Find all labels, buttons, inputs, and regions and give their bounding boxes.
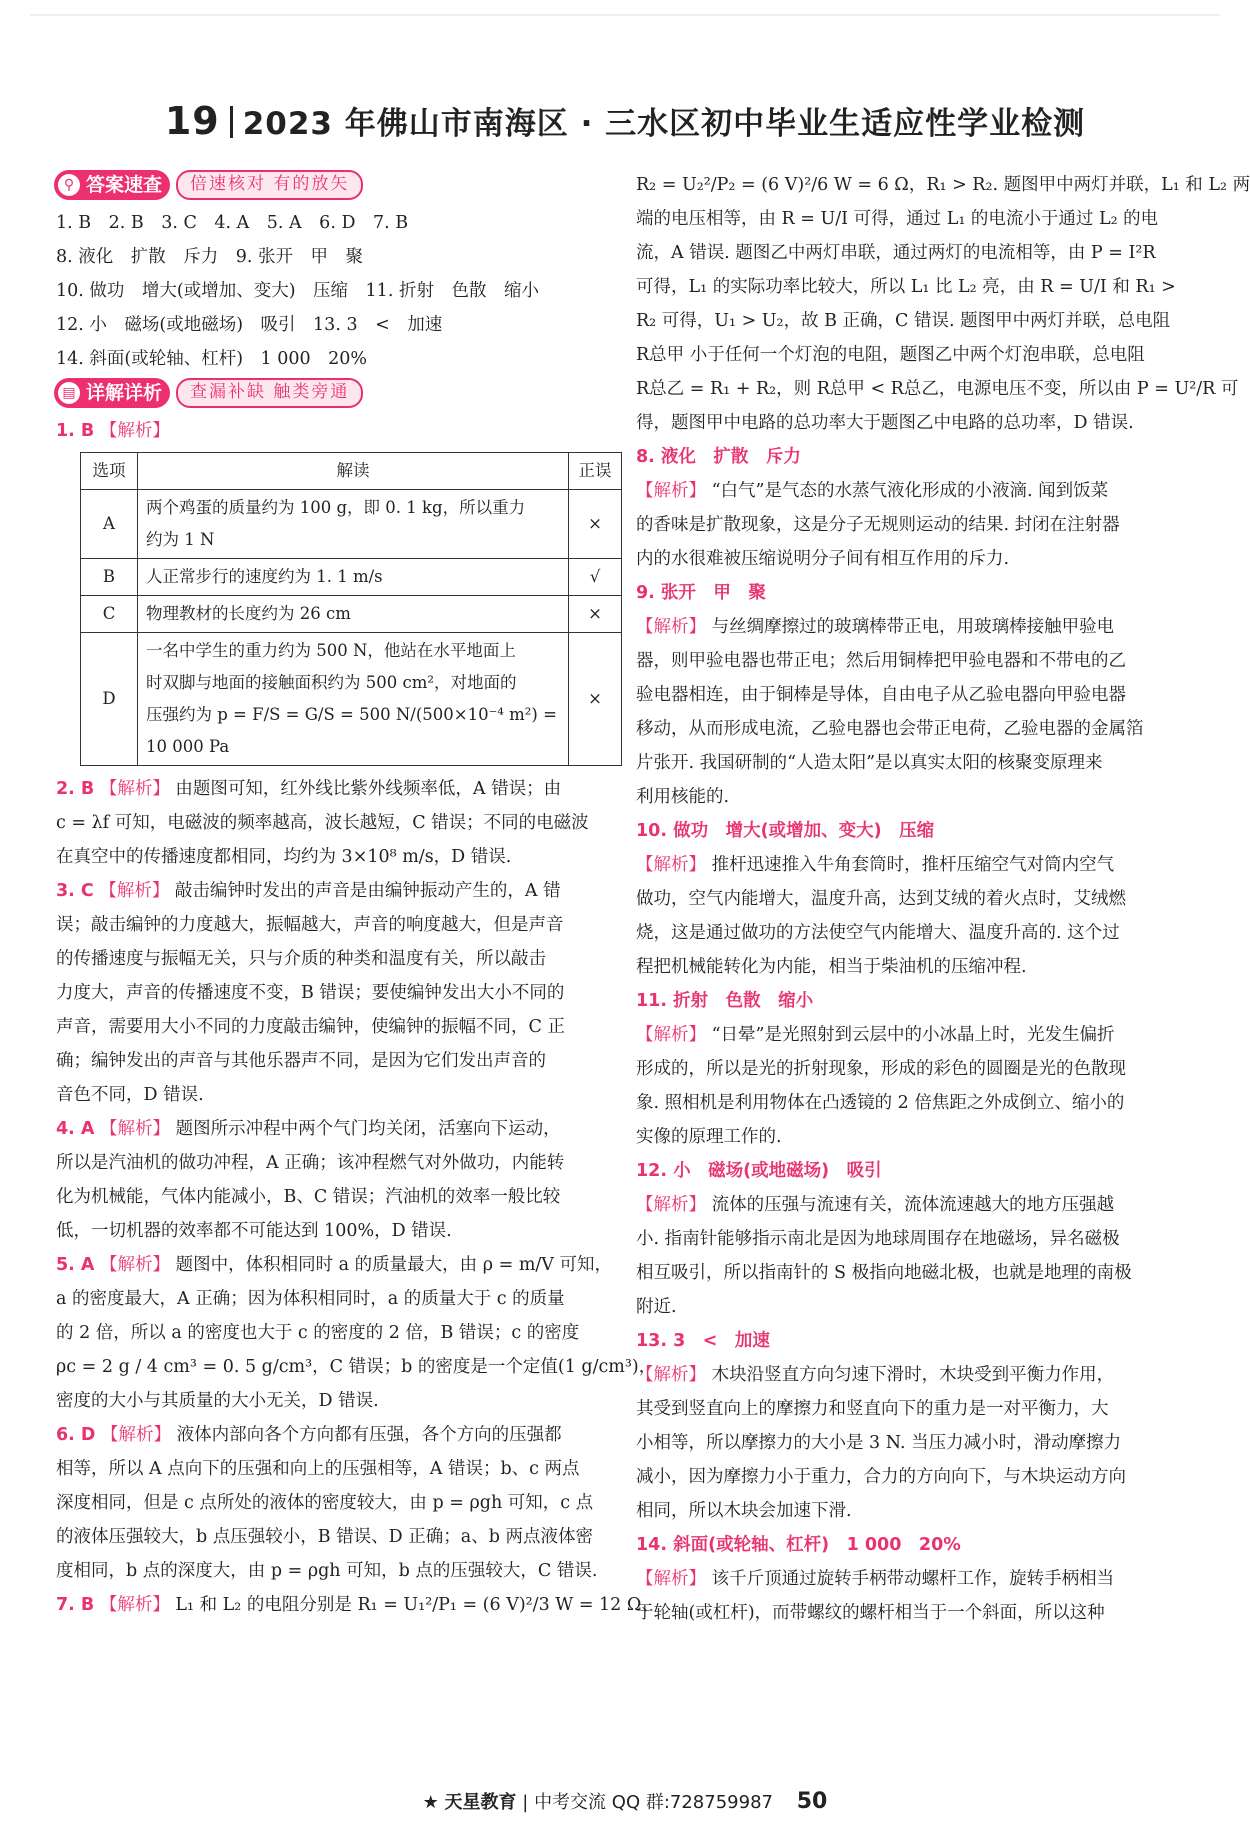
- analysis-block: [636, 1154, 1202, 1324]
- analysis-text: 所以是汽油机的做功冲程，A 正确；该冲程燃气对外做功，内能转: [56, 1153, 565, 1173]
- analysis-text: 实像的原理工作的.: [636, 1127, 782, 1147]
- analysis-text: 可得，L₁ 的实际功率比较大，所以 L₁ 比 L₂ 亮，由 R = U/I 和 R₁ >: [636, 277, 1176, 297]
- analysis-tag: 【解析】: [99, 1595, 170, 1615]
- analysis-block: [636, 168, 1250, 440]
- analysis-line: [56, 1010, 622, 1044]
- analysis-line: [636, 1460, 1202, 1494]
- analysis-text: 片张开. 我国研制的“人造太阳”是以真实太阳的核聚变原理来: [636, 753, 1103, 773]
- analysis-line: [636, 236, 1202, 270]
- explanation-line: 约为 1 N: [146, 530, 215, 549]
- analysis-text: 题图中，体积相同时 a 的质量最大，由 ρ = m/V 可知，: [175, 1255, 613, 1275]
- analysis-line: [636, 1494, 1202, 1528]
- analysis-line: [636, 882, 1202, 916]
- analysis-text: 相等，所以 A 点向下的压强和向上的压强相等，A 错误；b、c 两点: [56, 1459, 580, 1479]
- question-header: [636, 814, 1202, 848]
- analysis-text: 液体内部向各个方向都有压强，各个方向的压强都: [176, 1425, 562, 1445]
- question-1-table: [80, 452, 622, 766]
- question-number: 2. B: [56, 779, 95, 799]
- analysis-line: [56, 976, 622, 1010]
- notebook-icon: ▤: [58, 382, 80, 404]
- analysis-tag: 【解析】: [636, 855, 706, 875]
- analysis-block: [636, 576, 1202, 814]
- table-row: [81, 633, 622, 766]
- analysis-line: [636, 508, 1202, 542]
- analysis-text: 小. 指南针能够指示南北是因为地球周围存在地磁场，异名磁极: [636, 1229, 1120, 1249]
- footer-brand: 天星教育: [444, 1792, 517, 1813]
- analysis-text: 器，则甲验电器也带正电；然后用铜棒把甲验电器和不带电的乙: [636, 651, 1126, 671]
- answer-quick-check-banner: [54, 168, 622, 202]
- analysis-line: [636, 542, 1202, 576]
- analysis-line: [636, 1086, 1202, 1120]
- question-number: 3. C: [56, 881, 94, 901]
- analysis-text: 端的电压相等，由 R = U/I 可得，通过 L₁ 的电流小于通过 L₂ 的电: [636, 209, 1159, 229]
- analysis-line: [56, 1248, 622, 1282]
- detailed-analysis-banner: [54, 376, 622, 410]
- analysis-line: [636, 780, 1202, 814]
- analysis-line: [636, 712, 1202, 746]
- analysis-tag: 【解析】: [99, 421, 170, 441]
- footer-qq-group: 中考交流 QQ 群:728759987: [534, 1792, 773, 1813]
- explanation-cell: [138, 633, 569, 766]
- question-header: [636, 1324, 1202, 1358]
- question-header: [636, 1154, 1202, 1188]
- analysis-line: [636, 1120, 1202, 1154]
- analysis-text: 确；编钟发出的声音与其他乐器声不同，是因为它们发出声音的: [56, 1051, 546, 1071]
- analysis-text: 的传播速度与振幅无关，只与介质的种类和温度有关，所以敲击: [56, 949, 546, 969]
- analysis-line: [636, 474, 1202, 508]
- analysis-line: [56, 1418, 622, 1452]
- analysis-block: [636, 440, 1202, 576]
- analysis-line: [56, 1044, 622, 1078]
- analysis-line: [636, 1052, 1202, 1086]
- analysis-line: [636, 610, 1202, 644]
- analysis-text: 音色不同，D 错误.: [56, 1085, 204, 1105]
- explanation-cell: [138, 490, 569, 559]
- banner-subtitle: 倍速核对 有的放矢: [176, 170, 363, 200]
- analysis-text: 程把机械能转化为内能，相当于柴油机的压缩冲程.: [636, 957, 1027, 977]
- explanation-cell: 物理教材的长度约为 26 cm: [138, 596, 569, 633]
- analysis-line: [636, 678, 1202, 712]
- test-number: 19: [164, 99, 220, 143]
- table-row: [81, 490, 622, 559]
- option-cell: D: [81, 633, 138, 766]
- analysis-line: [636, 1290, 1202, 1324]
- question-number: 11. 折射 色散 缩小: [636, 991, 814, 1011]
- analysis-text: L₁ 和 L₂ 的电阻分别是 R₁ = U₁²/P₁ = (6 V)²/3 W = 12 Ω、: [175, 1595, 659, 1615]
- analysis-block: [56, 772, 622, 874]
- analysis-block: [636, 814, 1202, 984]
- right-column: [636, 168, 1250, 1630]
- question-number: 6. D: [56, 1425, 96, 1445]
- top-rule: [30, 14, 1220, 16]
- footer-separator: |: [522, 1792, 535, 1813]
- analysis-line: [636, 644, 1202, 678]
- analysis-line: [56, 1384, 622, 1418]
- table-row: [81, 559, 622, 596]
- analysis-line: [636, 338, 1202, 372]
- question-number: 1. B: [56, 421, 95, 441]
- analysis-text: 烧，这是通过做功的方法使空气内能增大、温度升高的. 这个过: [636, 923, 1120, 943]
- analysis-line: [56, 1588, 659, 1622]
- explanation-line: 两个鸡蛋的质量约为 100 g，即 0. 1 kg，所以重力: [146, 498, 526, 517]
- analysis-line: [56, 1452, 622, 1486]
- analysis-text: R总乙 = R₁ + R₂，则 R总甲 < R总乙，电源电压不变，所以由 P = U²/R 可: [636, 379, 1239, 399]
- table-header: 正误: [569, 453, 622, 490]
- answer-line: 10. 做功 增大(或增加、变大) 压缩 11. 折射 色散 缩小: [56, 281, 539, 301]
- analysis-text: 流体的压强与流速有关，流体流速越大的地方压强越: [711, 1195, 1115, 1215]
- explanation-cell: 人正常步行的速度约为 1. 1 m/s: [138, 559, 569, 596]
- question-header: [636, 576, 1202, 610]
- verdict-cell: ×: [569, 633, 622, 766]
- analysis-text: 验电器相连，由于铜棒是导体，自由电子从乙验电器向甲验电器: [636, 685, 1126, 705]
- table-header-row: [81, 453, 622, 490]
- analysis-text: R₂ = U₂²/P₂ = (6 V)²/6 W = 6 Ω，R₁ > R₂. 题图甲中两灯并联，L₁ 和 L₂ 两: [636, 175, 1250, 195]
- question-header: [636, 984, 1202, 1018]
- analysis-line: [636, 1256, 1202, 1290]
- analysis-text: 木块沿竖直方向匀速下滑时，木块受到平衡力作用，: [711, 1365, 1115, 1385]
- banner-label: 详解详析: [86, 382, 163, 404]
- verdict-cell: ×: [569, 596, 622, 633]
- analysis-line: [56, 1282, 622, 1316]
- analysis-block: [56, 1418, 622, 1588]
- question-number: 5. A: [56, 1255, 95, 1275]
- analysis-block: [56, 874, 622, 1112]
- analysis-line: [56, 806, 622, 840]
- analysis-tag: 【解析】: [100, 1119, 171, 1139]
- analysis-line: [636, 1222, 1202, 1256]
- analysis-text: 的香味是扩散现象，这是分子无规则运动的结果. 封闭在注射器: [636, 515, 1120, 535]
- analysis-text: 该千斤顶通过旋转手柄带动螺杆工作，旋转手柄相当: [711, 1569, 1115, 1589]
- analysis-text: 在真空中的传播速度都相同，均约为 3×10⁸ m/s，D 错误.: [56, 847, 512, 867]
- analysis-text: “白气”是气态的水蒸气液化形成的小液滴. 闻到饭菜: [711, 481, 1109, 501]
- answer-line: 12. 小 磁场(或地磁场) 吸引 13. 3 < 加速: [56, 315, 443, 335]
- analysis-text: 度相同，b 点的深度大，由 p = ρgh 可知，b 点的压强较大，C 错误.: [56, 1561, 598, 1581]
- analysis-text: 内的水很难被压缩说明分子间有相互作用的斥力.: [636, 549, 1010, 569]
- page-title: [0, 98, 1250, 143]
- page-footer: [0, 1788, 1250, 1814]
- analysis-line: [56, 1554, 622, 1588]
- analysis-text: 小相等，所以摩擦力的大小是 3 N. 当压力减小时，滑动摩擦力: [636, 1433, 1122, 1453]
- analysis-line: [636, 372, 1239, 406]
- analysis-text: c = λf 可知，电磁波的频率越高，波长越短，C 错误；不同的电磁波: [56, 813, 589, 833]
- question-header: [636, 1528, 1202, 1562]
- right-analysis-list: [636, 168, 1250, 1630]
- option-cell: B: [81, 559, 138, 596]
- analysis-line: [636, 1358, 1202, 1392]
- analysis-line: [636, 1426, 1202, 1460]
- analysis-line: [56, 1486, 622, 1520]
- magnifier-icon: ⚲: [58, 174, 80, 196]
- analysis-line: [56, 1146, 622, 1180]
- analysis-text: 密度的大小与其质量的大小无关，D 错误.: [56, 1391, 379, 1411]
- analysis-line: [636, 950, 1202, 984]
- option-cell: A: [81, 490, 138, 559]
- analysis-text: 与丝绸摩擦过的玻璃棒带正电，用玻璃棒接触甲验电: [711, 617, 1115, 637]
- analysis-line: [636, 916, 1202, 950]
- explanation-line: 时双脚与地面的接触面积约为 500 cm²，对地面的: [146, 673, 517, 692]
- analysis-text: 流，A 错误. 题图乙中两灯串联，通过两灯的电流相等，由 P = I²R: [636, 243, 1156, 263]
- analysis-tag: 【解析】: [636, 1195, 706, 1215]
- analysis-text: 推杆迅速推入牛角套筒时，推杆压缩空气对筒内空气: [711, 855, 1115, 875]
- answer-line: 8. 液化 扩散 斥力 9. 张开 甲 聚: [56, 247, 364, 267]
- analysis-text: 的液体压强较大，b 点压强较小，B 错误、D 正确；a、b 两点液体密: [56, 1527, 593, 1547]
- analysis-text: 相互吸引，所以指南针的 S 极指向地磁北极，也就是地理的南极: [636, 1263, 1132, 1283]
- analysis-text: 于轮轴(或杠杆)，而带螺纹的螺杆相当于一个斜面，所以这种: [636, 1603, 1105, 1623]
- analysis-text: 相同，所以木块会加速下滑.: [636, 1501, 852, 1521]
- analysis-tag: 【解析】: [100, 1255, 171, 1275]
- analysis-text: 敲击编钟时发出的声音是由编钟振动产生的，A 错: [174, 881, 561, 901]
- analysis-line: [56, 874, 622, 908]
- star-logo-icon: ★: [422, 1792, 439, 1813]
- analysis-text: R₂ 可得，U₁ > U₂，故 B 正确，C 错误. 题图甲中两灯并联，总电阻: [636, 311, 1171, 331]
- analysis-tag: 【解析】: [636, 1025, 706, 1045]
- analysis-text: 化为机械能，气体内能减小，B、C 错误；汽油机的效率一般比较: [56, 1187, 561, 1207]
- question-number: 13. 3 < 加速: [636, 1331, 770, 1351]
- analysis-line: [636, 1392, 1202, 1426]
- analysis-line: [636, 1562, 1202, 1596]
- analysis-text: R总甲 小于任何一个灯泡的电阻，题图乙中两个灯泡串联，总电阻: [636, 345, 1145, 365]
- analysis-text: 利用核能的.: [636, 787, 730, 807]
- analysis-line: [56, 1180, 622, 1214]
- analysis-line: [56, 1078, 622, 1112]
- analysis-text: 减小，因为摩擦力小于重力，合力的方向向下，与木块运动方向: [636, 1467, 1126, 1487]
- table-row: [81, 596, 622, 633]
- analysis-tag: 【解析】: [99, 881, 170, 901]
- verdict-cell: ×: [569, 490, 622, 559]
- analysis-line: [56, 1520, 622, 1554]
- analysis-line: [636, 746, 1202, 780]
- analysis-text: 其受到竖直向上的摩擦力和竖直向下的重力是一对平衡力，大: [636, 1399, 1109, 1419]
- analysis-line: [56, 1316, 622, 1350]
- banner-pill: [54, 378, 170, 408]
- analysis-tag: 【解析】: [101, 1425, 172, 1445]
- analysis-line: [636, 270, 1202, 304]
- explanation-line: 压强约为 p = F/S = G/S = 500 N/(500×10⁻⁴ m²) = 10 000 Pa: [146, 705, 557, 756]
- analysis-line: [636, 406, 1202, 440]
- analysis-text: “日晕”是光照射到云层中的小冰晶上时，光发生偏折: [711, 1025, 1115, 1045]
- question-number: 10. 做功 增大(或增加、变大) 压缩: [636, 821, 935, 841]
- banner-label: 答案速查: [86, 174, 163, 196]
- page-number: 50: [796, 1789, 828, 1814]
- analysis-tag: 【解析】: [99, 779, 170, 799]
- analysis-line: [636, 1018, 1202, 1052]
- analysis-line: [636, 202, 1202, 236]
- answer-line: 1. B 2. B 3. C 4. A 5. A 6. D 7. B: [56, 213, 409, 233]
- analysis-line: [56, 840, 622, 874]
- question-number: 12. 小 磁场(或地磁场) 吸引: [636, 1161, 882, 1181]
- analysis-line: [56, 942, 622, 976]
- analysis-text: 声音，需要用大小不同的力度敲击编钟，使编钟的振幅不同，C 正: [56, 1017, 565, 1037]
- table-header: 选项: [81, 453, 138, 490]
- question-header: [636, 440, 1202, 474]
- analysis-line: [56, 1112, 622, 1146]
- analysis-block: [56, 1112, 622, 1248]
- analysis-block: [636, 984, 1202, 1154]
- analysis-text: a 的密度最大，A 正确；因为体积相同时，a 的质量大于 c 的质量: [56, 1289, 565, 1309]
- analysis-line: [636, 304, 1202, 338]
- analysis-block: [636, 1324, 1202, 1528]
- analysis-text: 做功，空气内能增大，温度升高，达到艾绒的着火点时，艾绒燃: [636, 889, 1126, 909]
- question-1-header: [56, 414, 622, 448]
- question-number: 7. B: [56, 1595, 95, 1615]
- test-title: 2023 年佛山市南海区 · 三水区初中毕业生适应性学业检测: [242, 106, 1086, 142]
- analysis-line: [56, 1214, 622, 1248]
- analysis-tag: 【解析】: [636, 1365, 706, 1385]
- analysis-tag: 【解析】: [636, 481, 706, 501]
- analysis-text: 附近.: [636, 1297, 677, 1317]
- option-cell: C: [81, 596, 138, 633]
- analysis-line: [636, 1188, 1202, 1222]
- analysis-block: [56, 1588, 659, 1622]
- question-number: 14. 斜面(或轮轴、杠杆) 1 000 20%: [636, 1535, 961, 1555]
- question-number: 4. A: [56, 1119, 95, 1139]
- analysis-text: 得，题图甲中电路的总功率大于题图乙中电路的总功率，D 错误.: [636, 413, 1134, 433]
- analysis-line: [636, 848, 1202, 882]
- analysis-tag: 【解析】: [636, 1569, 706, 1589]
- analysis-text: 移动，从而形成电流，乙验电器也会带正电荷，乙验电器的金属箔: [636, 719, 1144, 739]
- question-number: 9. 张开 甲 聚: [636, 583, 766, 603]
- question-number: 8. 液化 扩散 斥力: [636, 447, 801, 467]
- analysis-line: [56, 772, 622, 806]
- analysis-text: ρc = 2 g / 4 cm³ = 0. 5 g/cm³，C 错误；b 的密度是一个定值(1 g/cm³)，: [56, 1357, 657, 1377]
- table-header: 解读: [138, 453, 569, 490]
- analysis-text: 低，一切机器的效率都不可能达到 100%，D 错误.: [56, 1221, 452, 1241]
- analysis-tag: 【解析】: [636, 617, 706, 637]
- analysis-text: 的 2 倍，所以 a 的密度也大于 c 的密度的 2 倍，B 错误；c 的密度: [56, 1323, 580, 1343]
- banner-subtitle: 查漏补缺 触类旁通: [176, 378, 363, 408]
- banner-pill: [54, 170, 170, 200]
- analysis-text: 力度大，声音的传播速度不变，B 错误；要使编钟发出大小不同的: [56, 983, 565, 1003]
- analysis-text: 象. 照相机是利用物体在凸透镜的 2 倍焦距之外成倒立、缩小的: [636, 1093, 1125, 1113]
- analysis-line: [56, 908, 622, 942]
- analysis-block: [636, 1528, 1202, 1630]
- analysis-text: 由题图可知，红外线比紫外线频率低，A 错误；由: [175, 779, 562, 799]
- title-separator: [230, 106, 233, 138]
- explanation-line: 一名中学生的重力约为 500 N，他站在水平地面上: [146, 641, 516, 660]
- analysis-line: [636, 168, 1250, 202]
- analysis-line: [636, 1596, 1202, 1630]
- answer-line: 14. 斜面(或轮轴、杠杆) 1 000 20%: [56, 349, 368, 369]
- analysis-text: 误；敲击编钟的力度越大，振幅越大，声音的响度越大，但是声音: [56, 915, 564, 935]
- answer-list: [56, 206, 622, 376]
- analysis-text: 深度相同，但是 c 点所处的液体的密度较大，由 p = ρgh 可知，c 点: [56, 1493, 594, 1513]
- analysis-line: [56, 1350, 657, 1384]
- analysis-text: 题图所示冲程中两个气门均关闭，活塞向下运动，: [175, 1119, 561, 1139]
- verdict-cell: √: [569, 559, 622, 596]
- analysis-text: 形成的，所以是光的折射现象，形成的彩色的圆圈是光的色散现: [636, 1059, 1126, 1079]
